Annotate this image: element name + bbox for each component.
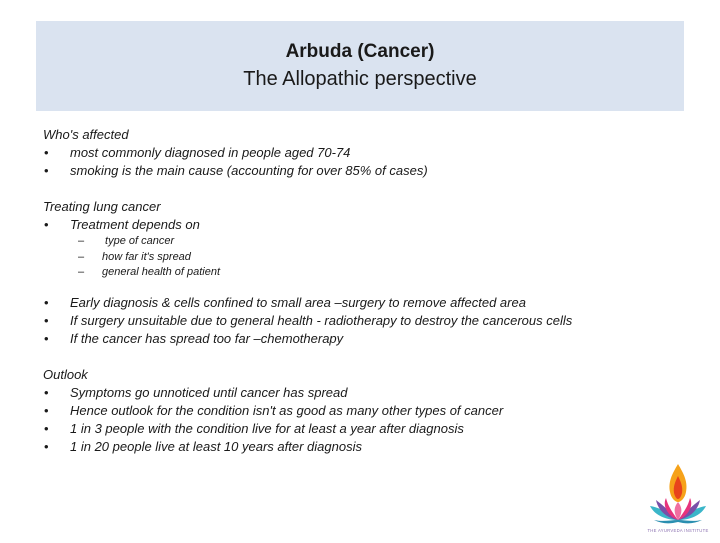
sub-item <box>43 265 683 281</box>
section-heading: Outlook <box>43 366 88 382</box>
bullet-glyph: • <box>44 163 49 178</box>
lotus-flame-icon <box>640 462 716 538</box>
bullet-item <box>43 216 683 234</box>
section-heading: Who's affected <box>43 127 129 142</box>
bullet-text: If the cancer has spread too far –chemotherapy <box>70 330 344 346</box>
bullet-text: Treatment depends on <box>70 217 200 232</box>
bullet-text: Hence outlook for the condition isn't as good as many other types of cancer <box>70 402 504 418</box>
bullet-glyph: • <box>44 402 49 418</box>
bullet-text: If surgery unsuitable due to general health - radiotherapy to destroy the cancerous cells <box>70 312 573 328</box>
bullet-item <box>43 144 683 162</box>
bullet-text: 1 in 20 people live at least 10 years after diagnosis <box>70 438 362 454</box>
bullet-text: smoking is the main cause (accounting for over 85% of cases) <box>70 163 428 178</box>
lotus-flame-logo <box>640 462 716 538</box>
dash-glyph: – <box>78 250 85 263</box>
logo-caption: THE AYURVEDA INSTITUTE <box>647 528 709 533</box>
bullet-glyph: • <box>44 420 49 436</box>
bullet-item <box>43 294 683 312</box>
section-outlook <box>43 366 683 456</box>
bullet-item <box>43 402 683 420</box>
slide-title: Arbuda (Cancer) <box>285 41 435 62</box>
bullet-text: Early diagnosis & cells confined to small area –surgery to remove affected area <box>70 294 526 310</box>
bullet-glyph: • <box>44 312 49 328</box>
bullet-item <box>43 438 683 456</box>
slide-subtitle: The Allopathic perspective <box>243 68 477 90</box>
bullet-glyph: • <box>44 217 49 232</box>
bullet-item <box>43 162 683 180</box>
bullet-text: Symptoms go unnoticed until cancer has spread <box>70 384 348 400</box>
sub-text: general health of patient <box>102 266 221 278</box>
sub-item <box>43 234 683 250</box>
bullet-glyph: • <box>44 330 49 346</box>
bullet-item <box>43 330 683 348</box>
dash-glyph: – <box>78 266 85 278</box>
section-heading: Treating lung cancer <box>43 199 161 214</box>
section-treating <box>43 198 683 348</box>
bullet-text: most commonly diagnosed in people aged 70-74 <box>70 145 351 160</box>
dash-glyph: – <box>78 235 85 247</box>
bullet-item <box>43 312 683 330</box>
bullet-item <box>43 420 683 438</box>
section-affected <box>43 126 683 180</box>
bullet-text: 1 in 3 people with the condition live for at least a year after diagnosis <box>70 420 464 436</box>
bullet-item <box>43 384 683 402</box>
sub-text: type of cancer <box>102 235 175 247</box>
sub-text: how far it's spread <box>102 250 191 263</box>
sub-item <box>43 250 683 266</box>
bullet-glyph: • <box>44 438 49 454</box>
bullet-glyph: • <box>44 384 49 400</box>
bullet-glyph: • <box>44 145 49 160</box>
slide-body <box>43 126 683 456</box>
title-banner <box>36 21 684 111</box>
bullet-glyph: • <box>44 294 49 310</box>
